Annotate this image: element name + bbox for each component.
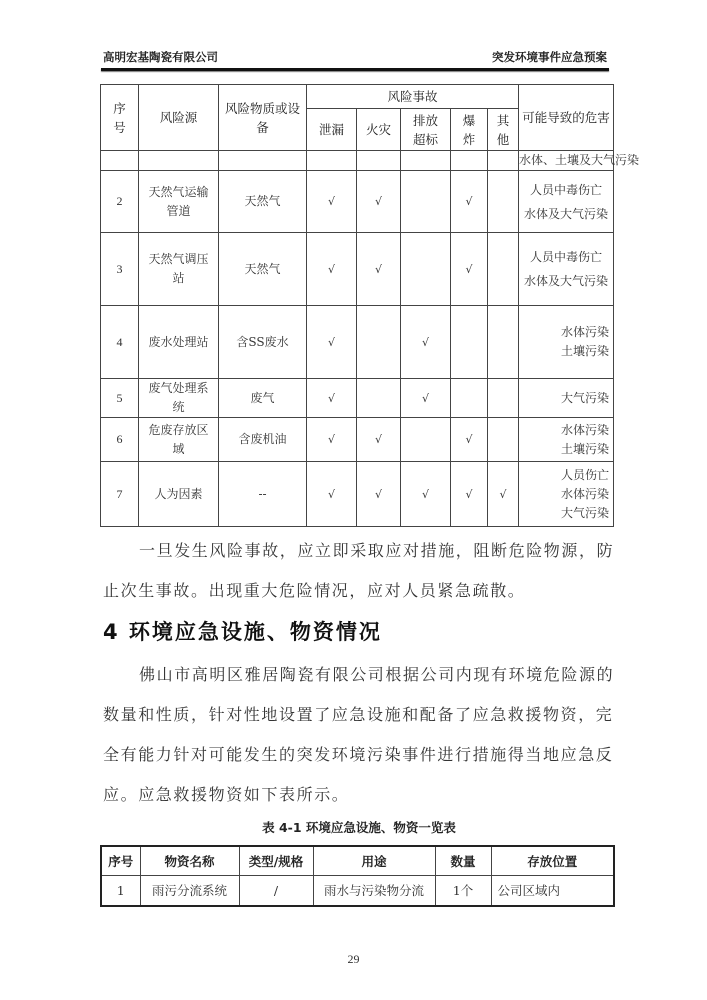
cell-no: 7 xyxy=(101,462,139,527)
supply-cell-type: / xyxy=(239,876,313,907)
cell-discharge xyxy=(401,151,451,171)
table-row xyxy=(101,462,614,527)
header-source: 风险源 xyxy=(139,85,219,151)
cell-other xyxy=(488,171,519,233)
hazard-line: 土壤污染 xyxy=(560,344,609,358)
table-row xyxy=(101,171,614,233)
hazard-line: 水体污染 xyxy=(560,486,609,501)
header-explosion: 爆炸 xyxy=(451,109,488,151)
supply-header-type: 类型/规格 xyxy=(239,846,313,876)
cell-source-text: 废气处理系统 xyxy=(148,381,209,414)
cell-source-text: 天然气运输管道 xyxy=(148,184,209,218)
cell-leak: √ xyxy=(307,462,357,527)
cell-fire xyxy=(357,379,401,418)
cell-substance: 含SS废水 xyxy=(219,306,307,379)
hazard-line: 水体及大气污染 xyxy=(523,206,608,221)
cell-source xyxy=(139,462,219,527)
hazard-line: 大气污染 xyxy=(560,390,609,405)
cell-source xyxy=(139,151,219,171)
cell-other: √ xyxy=(488,462,519,527)
cell-discharge xyxy=(401,418,451,462)
cell-hazard xyxy=(519,462,614,527)
hazard-line: 人员伤亡 xyxy=(560,467,609,482)
supply-header-row xyxy=(101,846,614,876)
supply-cell-location: 公司区域内 xyxy=(491,876,614,907)
cell-explosion: √ xyxy=(451,171,488,233)
header-other: 其他 xyxy=(488,109,519,151)
cell-fire: √ xyxy=(357,233,401,306)
cell-explosion: √ xyxy=(451,418,488,462)
cell-other xyxy=(488,418,519,462)
cell-fire: √ xyxy=(357,171,401,233)
cell-source xyxy=(139,171,219,233)
header-substance: 风险物质或设备 xyxy=(219,85,307,151)
hazard-line: 人员中毒伤亡 xyxy=(529,182,602,197)
cell-discharge xyxy=(401,171,451,233)
cell-hazard xyxy=(519,418,614,462)
cell-substance xyxy=(219,151,307,171)
supply-header-use: 用途 xyxy=(313,846,435,876)
cell-discharge: √ xyxy=(401,306,451,379)
cell-explosion xyxy=(451,306,488,379)
cell-no xyxy=(101,151,139,171)
supply-cell-name: 雨污分流系统 xyxy=(140,876,239,907)
section-heading: 4 环境应急设施、物资情况 xyxy=(103,620,382,644)
hazard-line: 水体及大气污染 xyxy=(523,274,608,288)
cell-discharge: √ xyxy=(401,462,451,527)
cell-fire: √ xyxy=(357,418,401,462)
cell-hazard xyxy=(519,379,614,418)
cell-leak: √ xyxy=(307,418,357,462)
body-flow xyxy=(103,531,615,907)
cell-discharge xyxy=(401,233,451,306)
cell-leak xyxy=(307,151,357,171)
table-row xyxy=(101,876,614,907)
header-discharge: 排放超标 xyxy=(401,109,451,151)
cell-fire xyxy=(357,306,401,379)
cell-source xyxy=(139,379,219,418)
cell-fire xyxy=(357,151,401,171)
table-row xyxy=(101,418,614,462)
cell-other xyxy=(488,306,519,379)
cell-leak: √ xyxy=(307,171,357,233)
table-row xyxy=(101,233,614,306)
header-leak: 泄漏 xyxy=(307,109,357,151)
header-doc-title: 突发环境事件应急预案 xyxy=(492,50,607,64)
table-row-continuation xyxy=(101,151,614,171)
cell-source xyxy=(139,233,219,306)
supply-header-location: 存放位置 xyxy=(491,846,614,876)
paragraph-text: 一旦发生风险事故，应立即采取应对措施，阻断危险物源，防止次生事故。出现重大危险情况，应对人员紧急疏散。 xyxy=(103,541,615,600)
paragraph-text: 佛山市高明区雅居陶瓷有限公司根据公司内现有环境危险源的数量和性质，针对性地设置了应急设施和配备了应急救援物资，完全有能力针对可能发生的突发环境污染事件进行措施得当地应急反应。应急救援物资如下表所示。 xyxy=(103,665,615,804)
cell-other xyxy=(488,379,519,418)
cell-no: 2 xyxy=(101,171,139,233)
cell-leak: √ xyxy=(307,379,357,418)
header-hazard: 可能导致的危害 xyxy=(519,85,614,151)
supply-header-quantity: 数量 xyxy=(435,846,491,876)
cell-no: 5 xyxy=(101,379,139,418)
supply-cell-no: 1 xyxy=(101,876,140,907)
risk-table xyxy=(100,84,640,527)
cell-substance: 含废机油 xyxy=(219,418,307,462)
cell-no: 6 xyxy=(101,418,139,462)
cell-explosion xyxy=(451,151,488,171)
cell-source-text: 危废存放区域 xyxy=(148,422,209,456)
hazard-line: 水体污染 xyxy=(560,325,609,339)
cell-other xyxy=(488,151,519,171)
cell-source-text: 天然气调压站 xyxy=(148,252,209,285)
cell-leak: √ xyxy=(307,306,357,379)
header-accident-group: 风险事故 xyxy=(307,85,519,109)
cell-source xyxy=(139,306,219,379)
cell-hazard: 水体、土壤及大气污染 xyxy=(519,151,614,171)
cell-source xyxy=(139,418,219,462)
hazard-line: 水体污染 xyxy=(560,422,609,437)
cell-substance: 天然气 xyxy=(219,171,307,233)
table-row xyxy=(101,306,614,379)
paragraph-accident-response xyxy=(103,531,615,611)
page-number: 29 xyxy=(347,952,360,966)
cell-substance: 废气 xyxy=(219,379,307,418)
cell-substance: 天然气 xyxy=(219,233,307,306)
cell-no: 3 xyxy=(101,233,139,306)
cell-no: 4 xyxy=(101,306,139,379)
cell-source-text: 人为因素 xyxy=(154,486,203,501)
hazard-line: 大气污染 xyxy=(560,505,609,520)
cell-explosion: √ xyxy=(451,462,488,527)
paragraph-facilities xyxy=(103,655,615,815)
header-company: 高明宏基陶瓷有限公司 xyxy=(103,50,218,64)
cell-substance: -- xyxy=(219,462,307,527)
cell-hazard xyxy=(519,306,614,379)
cell-hazard xyxy=(519,171,614,233)
cell-hazard xyxy=(519,233,614,306)
table-row xyxy=(101,379,614,418)
hazard-line: 人员中毒伤亡 xyxy=(529,250,602,264)
header-fire: 火灾 xyxy=(357,109,401,151)
header-no: 序号 xyxy=(101,85,139,151)
hazard-line: 土壤污染 xyxy=(560,441,609,456)
supply-table xyxy=(100,845,615,907)
header-rule xyxy=(101,68,609,71)
cell-discharge: √ xyxy=(401,379,451,418)
cell-other xyxy=(488,233,519,306)
supply-header-name: 物资名称 xyxy=(140,846,239,876)
supply-cell-quantity: 1个 xyxy=(435,876,491,907)
cell-explosion: √ xyxy=(451,233,488,306)
supply-header-no: 序号 xyxy=(101,846,140,876)
cell-explosion xyxy=(451,379,488,418)
supply-cell-use: 雨水与污染物分流 xyxy=(313,876,435,907)
cell-fire: √ xyxy=(357,462,401,527)
cell-source-text: 废水处理站 xyxy=(148,334,209,349)
cell-leak: √ xyxy=(307,233,357,306)
table-caption: 表 4-1 环境应急设施、物资一览表 xyxy=(262,820,456,835)
